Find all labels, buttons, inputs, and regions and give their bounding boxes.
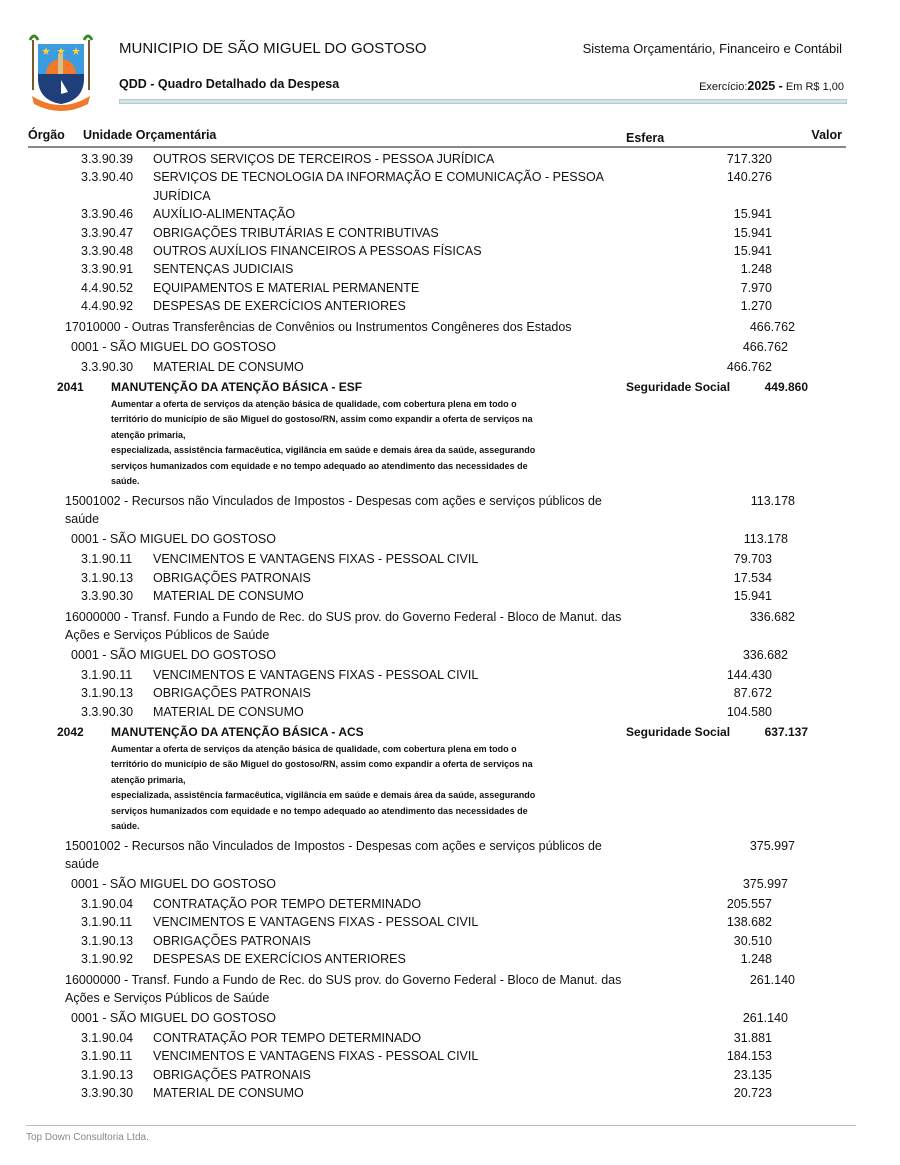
code: 3.1.90.13 [81, 686, 134, 701]
description: OUTROS AUXÍLIOS FINANCEIROS A PESSOAS FÍSICAS [153, 244, 482, 259]
description: OBRIGAÇÕES PATRONAIS [153, 570, 311, 585]
municipality-name: MUNICIPIO DE SÃO MIGUEL DO GOSTOSO [119, 40, 427, 57]
value: 261.140 [742, 1010, 788, 1025]
code: 3.3.90.48 [81, 244, 134, 259]
budget-unit-row [0, 875, 900, 893]
budget-unit-row [0, 338, 900, 356]
expense-element-row [0, 1047, 900, 1065]
description: OBRIGAÇÕES TRIBUTÁRIAS E CONTRIBUTIVAS [153, 225, 439, 240]
description: CONTRATAÇÃO POR TEMPO DETERMINADO [153, 1030, 422, 1045]
code: 3.3.90.30 [81, 1086, 134, 1101]
description: OBRIGAÇÕES PATRONAIS [153, 933, 311, 948]
currency-note: Em R$ 1,00 [785, 81, 844, 93]
funding-source-row [0, 971, 900, 1007]
value: 144.430 [726, 667, 772, 682]
expense-element-row [0, 666, 900, 684]
value: 113.178 [750, 493, 795, 508]
code: 3.1.90.11 [81, 667, 133, 682]
expense-element-row [0, 242, 900, 260]
description: SERVIÇOS DE TECNOLOGIA DA INFORMAÇÃO E COMUNICAÇÃO - PESSOA JURÍDICA [153, 170, 604, 203]
value: 104.580 [726, 704, 772, 719]
column-orgao: Órgão [28, 128, 65, 142]
expense-element-row [0, 950, 900, 968]
description: OBRIGAÇÕES PATRONAIS [153, 686, 311, 701]
expense-element-row [0, 932, 900, 950]
description: MANUTENÇÃO DA ATENÇÃO BÁSICA - ESF [111, 380, 363, 395]
description: VENCIMENTOS E VANTAGENS FIXAS - PESSOAL CIVIL [153, 915, 479, 930]
value: 30.510 [733, 933, 772, 948]
code: 3.1.90.11 [81, 915, 133, 930]
system-name: Sistema Orçamentário, Financeiro e Contábil [582, 41, 842, 56]
header-divider [119, 99, 847, 104]
description: EQUIPAMENTOS E MATERIAL PERMANENTE [153, 280, 420, 295]
value: 261.140 [749, 972, 795, 987]
expense-element-row [0, 895, 900, 913]
description-line: território do município de são Miguel do gostoso/RN, assim como expandir a oferta de serviços na [111, 414, 533, 425]
description: 15001002 - Recursos não Vinculados de Impostos - Despesas com ações e serviços públicos de saúde [65, 493, 602, 526]
expense-element-row [0, 358, 900, 376]
description: MATERIAL DE CONSUMO [153, 589, 304, 604]
description: MATERIAL DE CONSUMO [153, 704, 304, 719]
description: 0001 - SÃO MIGUEL DO GOSTOSO [71, 876, 276, 891]
budget-unit-row [0, 1009, 900, 1027]
report-title: QDD - Quadro Detalhado da Despesa [119, 77, 340, 91]
code: 3.3.90.30 [81, 704, 134, 719]
value: 15.941 [733, 589, 772, 604]
description-line: Aumentar a oferta de serviços da atenção básica de qualidade, com cobertura plena em todo o [111, 398, 517, 409]
value: 17.534 [733, 570, 772, 585]
description: 0001 - SÃO MIGUEL DO GOSTOSO [71, 1010, 276, 1025]
code: 3.1.90.92 [81, 952, 134, 967]
expense-element-row [0, 168, 900, 205]
funding-source-row [0, 608, 900, 644]
value: 15.941 [733, 207, 772, 222]
value: 466.762 [749, 319, 795, 334]
expense-element-row [0, 1066, 900, 1084]
expense-element-row [0, 205, 900, 223]
expense-element-row [0, 1029, 900, 1047]
action-row [0, 378, 900, 396]
footer-divider [26, 1125, 856, 1126]
expense-element-row [0, 297, 900, 315]
description-line: saúde. [111, 476, 140, 487]
column-valor: Valor [811, 128, 842, 142]
value: 1.270 [740, 299, 772, 314]
code: 4.4.90.92 [81, 299, 134, 314]
value: 138.682 [726, 915, 772, 930]
value: 637.137 [764, 725, 808, 740]
code: 3.1.90.13 [81, 570, 134, 585]
code: 3.3.90.39 [81, 152, 134, 166]
description-line: especializada, assistência farmacêutica, vigilância em saúde e demais área da saúde, assegurando [111, 445, 536, 456]
description-line: especializada, assistência farmacêutica, vigilância em saúde e demais área da saúde, assegurando [111, 790, 536, 801]
code: 3.1.90.11 [81, 552, 133, 567]
expense-element-row [0, 587, 900, 605]
value: 87.672 [733, 686, 772, 701]
expense-element-row [0, 150, 900, 168]
code: 2041 [57, 380, 84, 395]
expense-element-row [0, 224, 900, 242]
description: DESPESAS DE EXERCÍCIOS ANTERIORES [153, 299, 406, 314]
code: 3.3.90.46 [81, 207, 134, 222]
value: 1.248 [740, 952, 772, 967]
value: 717.320 [726, 152, 772, 166]
value: 449.860 [764, 380, 808, 395]
value: 375.997 [749, 838, 795, 853]
code: 3.1.90.13 [81, 933, 134, 948]
expense-element-row [0, 684, 900, 702]
code: 3.3.90.91 [81, 262, 134, 277]
footer-text: Top Down Consultoria Ltda. [26, 1132, 149, 1143]
expense-element-row [0, 260, 900, 278]
description-line: atenção primaria, [111, 429, 186, 440]
description-line: serviços humanizados com equidade e no tempo adequado ao atendimento das necessidades de [111, 460, 528, 471]
municipality-coat-of-arms-logo [26, 30, 96, 114]
description: 16000000 - Transf. Fundo a Fundo de Rec. do SUS prov. do Governo Federal - Bloco de Manut. das Ações e Serviços Públicos de Saúde [65, 972, 622, 1005]
column-headers [28, 128, 846, 148]
code: 3.1.90.04 [81, 1030, 134, 1045]
value: 205.557 [726, 896, 772, 911]
description: AUXÍLIO-ALIMENTAÇÃO [153, 207, 296, 222]
action-description [0, 742, 900, 835]
description-line: saúde. [111, 821, 140, 832]
description: 0001 - SÃO MIGUEL DO GOSTOSO [71, 531, 276, 546]
action-row [0, 723, 900, 741]
description-line: território do município de são Miguel do gostoso/RN, assim como expandir a oferta de serviços na [111, 759, 533, 770]
expense-element-row [0, 703, 900, 721]
expense-element-row [0, 1084, 900, 1102]
expense-element-row [0, 569, 900, 587]
value: 184.153 [726, 1049, 772, 1064]
value: 15.941 [733, 225, 772, 240]
description: VENCIMENTOS E VANTAGENS FIXAS - PESSOAL CIVIL [153, 667, 479, 682]
description: 0001 - SÃO MIGUEL DO GOSTOSO [71, 647, 276, 662]
description: SENTENÇAS JUDICIAIS [153, 262, 294, 277]
description: 16000000 - Transf. Fundo a Fundo de Rec. do SUS prov. do Governo Federal - Bloco de Manut. das Ações e Serviços Públicos de Saúde [65, 609, 622, 642]
code: 3.1.90.11 [81, 1049, 133, 1064]
value: 466.762 [726, 360, 772, 375]
description: MATERIAL DE CONSUMO [153, 1086, 304, 1101]
value: 140.276 [726, 170, 772, 185]
value: 20.723 [733, 1086, 772, 1101]
description-line: serviços humanizados com equidade e no tempo adequado ao atendimento das necessidades de [111, 805, 528, 816]
funding-source-row [0, 318, 900, 336]
description: MATERIAL DE CONSUMO [153, 360, 304, 375]
description: 0001 - SÃO MIGUEL DO GOSTOSO [71, 339, 276, 354]
expense-element-row [0, 279, 900, 297]
expense-element-row [0, 550, 900, 568]
value: 113.178 [743, 531, 788, 546]
description-line: Aumentar a oferta de serviços da atenção básica de qualidade, com cobertura plena em todo o [111, 743, 517, 754]
funding-source-row [0, 492, 900, 528]
description: 15001002 - Recursos não Vinculados de Impostos - Despesas com ações e serviços públicos de saúde [65, 838, 602, 871]
code: 2042 [57, 725, 84, 740]
action-description [0, 397, 900, 490]
exercise-label: Exercício: [699, 81, 748, 93]
esfera: Seguridade Social [626, 725, 731, 740]
esfera: Seguridade Social [626, 380, 731, 395]
column-unidade: Unidade Orçamentária [83, 128, 217, 142]
code: 3.3.90.47 [81, 225, 134, 240]
description: OUTROS SERVIÇOS DE TERCEIROS - PESSOA JURÍDICA [153, 152, 495, 166]
exercise-year: 2025 - [747, 79, 783, 93]
description: DESPESAS DE EXERCÍCIOS ANTERIORES [153, 952, 406, 967]
value: 31.881 [733, 1030, 772, 1045]
budget-unit-row [0, 646, 900, 664]
description: 17010000 - Outras Transferências de Convênios ou Instrumentos Congêneres dos Estados [65, 319, 572, 334]
code: 3.3.90.30 [81, 360, 134, 375]
budget-unit-row [0, 530, 900, 548]
description-line: atenção primaria, [111, 774, 186, 785]
description: OBRIGAÇÕES PATRONAIS [153, 1067, 311, 1082]
code: 4.4.90.52 [81, 280, 134, 295]
value: 375.997 [742, 876, 788, 891]
value: 336.682 [749, 609, 795, 624]
value: 466.762 [742, 339, 788, 354]
description: MANUTENÇÃO DA ATENÇÃO BÁSICA - ACS [111, 725, 364, 740]
value: 23.135 [733, 1067, 772, 1082]
description: CONTRATAÇÃO POR TEMPO DETERMINADO [153, 896, 422, 911]
code: 3.1.90.13 [81, 1067, 134, 1082]
code: 3.3.90.30 [81, 589, 134, 604]
column-esfera: Esfera [626, 131, 665, 145]
description: VENCIMENTOS E VANTAGENS FIXAS - PESSOAL CIVIL [153, 1049, 479, 1064]
value: 7.970 [740, 280, 772, 295]
value: 1.248 [740, 262, 772, 277]
description: VENCIMENTOS E VANTAGENS FIXAS - PESSOAL CIVIL [153, 552, 479, 567]
code: 3.1.90.04 [81, 896, 134, 911]
expense-table [0, 150, 900, 1103]
code: 3.3.90.40 [81, 170, 134, 185]
exercise-info [699, 79, 844, 93]
value: 15.941 [733, 244, 772, 259]
value: 336.682 [742, 647, 788, 662]
funding-source-row [0, 837, 900, 873]
value: 79.703 [733, 552, 772, 567]
expense-element-row [0, 913, 900, 931]
